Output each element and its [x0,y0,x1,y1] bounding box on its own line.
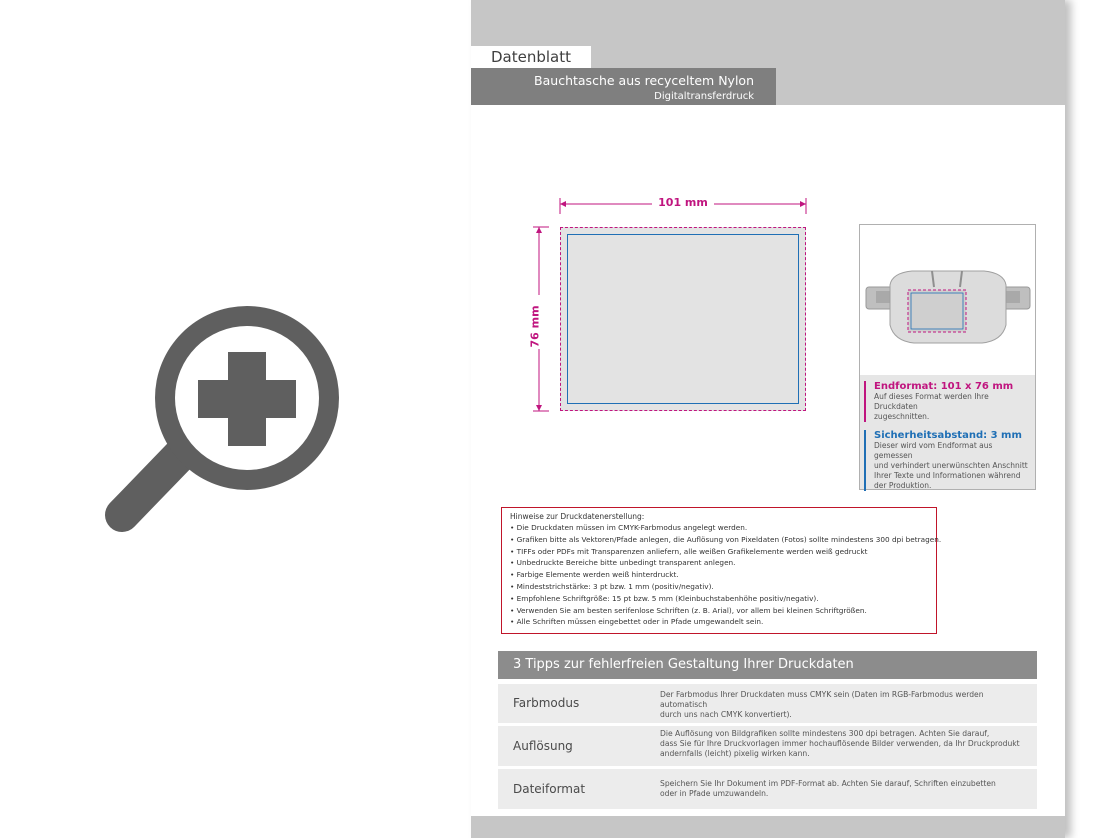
datasheet-tab: Datenblatt [471,46,591,68]
tip-text [660,729,1030,759]
notes-item: • Mindeststrichstärke: 3 pt bzw. 1 mm (positiv/negativ). [510,581,714,591]
notes-item: • Unbedruckte Bereiche bitte unbedingt transparent anlegen. [510,558,736,568]
notes-item: • Die Druckdaten müssen im CMYK-Farbmodus angelegt werden. [510,523,748,532]
product-preview [859,224,1036,490]
safety-desc-1: Dieser wird vom Endformat aus gemessen [874,441,993,460]
safety-margin-area [567,234,799,404]
print-area-endformat [560,227,806,411]
notes-item: • Verwenden Sie am besten serifenlose Schriften (z. B. Arial), vor allem bei kleinen Schriftgrößen. [510,605,867,615]
tip-line: dass Sie für Ihre Druckvorlagen immer hochauflösende Bilder verwenden, da Ihr Druckprodukt [660,739,1020,748]
tip-line: Die Auflösung von Bildgrafiken sollte mindestens 300 dpi betragen. Achten Sie darauf, [660,729,990,738]
notes-item: • Grafiken bitte als Vektoren/Pfade anlegen, die Auflösung von Pixeldaten (Fotos) sollte mindestens 300 dpi betragen. [510,534,942,544]
tip-line: oder in Pfade umzuwandeln. [660,789,769,798]
endformat-legend [864,381,1030,422]
safety-legend [864,430,1030,491]
tip-line: Der Farbmodus Ihrer Druckdaten muss CMYK sein (Daten im RGB-Farbmodus werden automatisch [660,690,984,709]
safety-desc-4: der Produktion. [874,481,932,490]
safety-desc-2: und verhindert unerwünschten Anschnitt [874,461,1028,470]
tip-key: Auflösung [513,739,573,753]
tip-line: durch uns nach CMYK konvertiert). [660,710,792,719]
print-data-notes [501,507,942,634]
print-technique: Digitaltransferdruck [654,91,754,102]
tip-line: Speichern Sie Ihr Dokument im PDF-Format ab. Achten Sie darauf, Schriften einzubetten [660,779,996,788]
datasheet-page [471,0,1065,838]
endformat-desc-1: Auf dieses Format werden Ihre Druckdaten [874,392,989,411]
tips-heading: 3 Tipps zur fehlerfreien Gestaltung Ihrer Druckdaten [498,651,1037,679]
tip-line: andernfalls (leicht) pixelig wirken kann. [660,749,810,758]
product-subheader [471,68,776,105]
notes-item: • Alle Schriften müssen eingebettet oder in Pfade umgewandelt sein. [510,617,764,627]
product-name: Bauchtasche aus recyceltem Nylon [534,73,754,88]
tip-key: Farbmodus [513,696,580,710]
tip-key: Dateiformat [513,782,586,796]
tip-row-farbmodus [498,684,1037,723]
endformat-title: Endformat: 101 x 76 mm [874,381,1014,392]
safety-desc-3: Ihrer Texte und Informationen während [874,471,1021,480]
belt-bag-image [862,245,1034,355]
tip-row-dateiformat [498,769,1037,809]
width-dimension [558,196,808,210]
notes-item: • TIFFs oder PDFs mit Transparenzen anliefern, alle weißen Grafikelemente werden weiß gedruckt [510,546,868,556]
footer-band [471,816,1065,838]
tip-text [660,690,1030,720]
notes-item: • Empfohlene Schriftgröße: 15 pt bzw. 5 mm (Kleinbuchstabenhöhe positiv/negativ). [510,593,819,603]
notes-heading: Hinweise zur Druckdatenerstellung: [510,512,645,521]
width-label: 101 mm [658,196,708,209]
format-legend [860,375,1035,489]
zoom-in-icon[interactable] [100,290,360,550]
notes-item: • Farbige Elemente werden weiß hinterdruckt. [510,570,679,580]
tip-text [660,779,1030,799]
endformat-desc-2: zugeschnitten. [874,412,930,421]
height-label: 76 mm [528,305,542,348]
tip-row-aufloesung [498,726,1037,766]
safety-title: Sicherheitsabstand: 3 mm [874,430,1022,441]
